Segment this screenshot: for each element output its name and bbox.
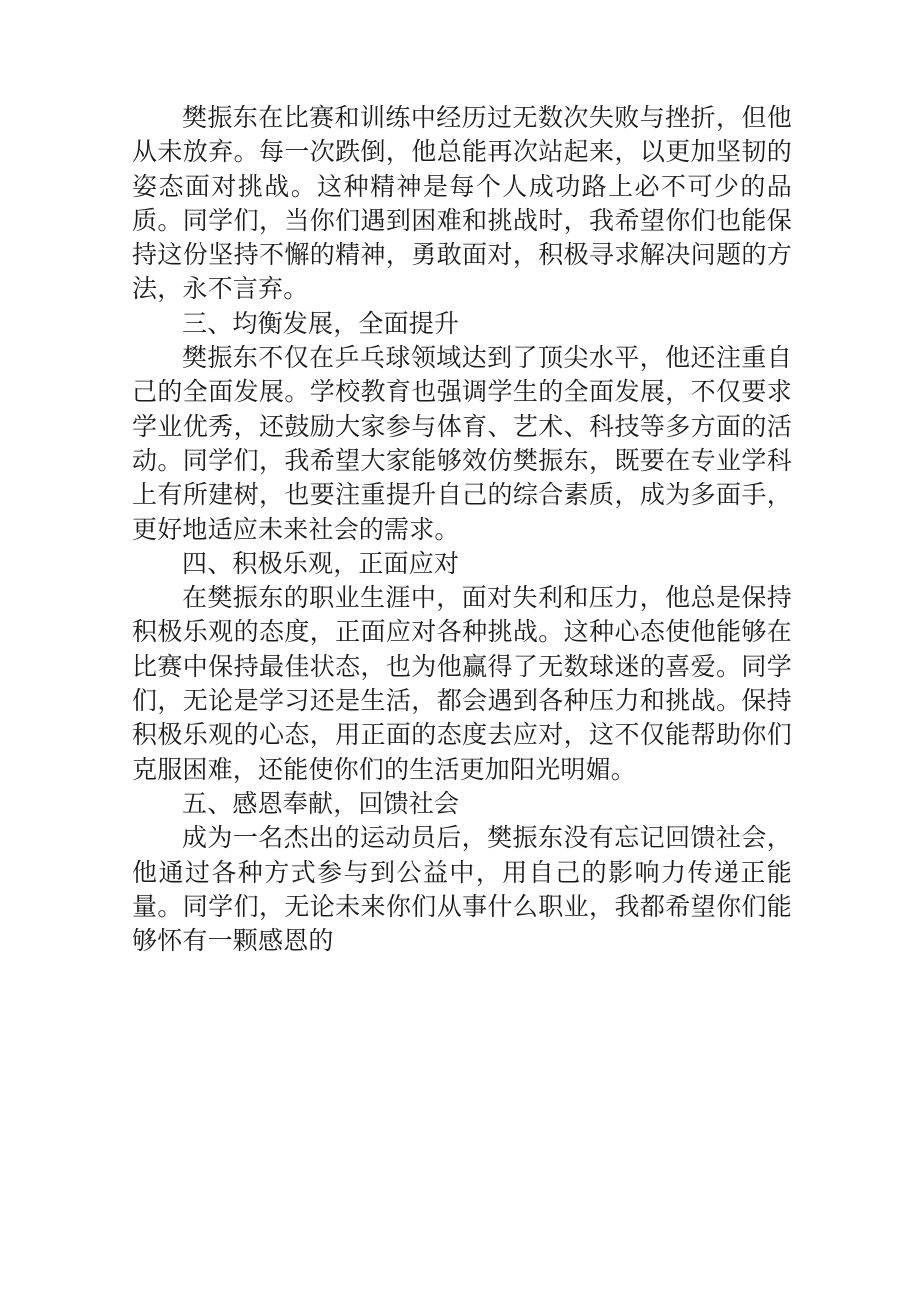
section-heading-positive-attitude: 四、积极乐观，正面应对: [182, 548, 460, 578]
section-heading-gratitude: 五、感恩奉献，回馈社会: [182, 788, 460, 818]
paragraph-perseverance: 樊振东在比赛和训练中经历过无数次失败与挫折，但他从未放弃。每一次跌倒，他总能再次站起来，以更加坚韧的姿态面对挑战。这种精神是每个人成功路上必不可少的品质。同学们，当你们遇到困难和挑战时，我希望你们也能保持这份坚持不懈的精神，勇敢面对，积极寻求解决问题的方法，永不言弃。: [132, 103, 792, 304]
paragraph-balanced-development: 樊振东不仅在乒乓球领域达到了顶尖水平，他还注重自己的全面发展。学校教育也强调学生的全面发展，不仅要求学业优秀，还鼓励大家参与体育、艺术、科技等多方面的活动。同学们，我希望大家能够效仿樊振东，既要在专业学科上有所建树，也要注重提升自己的综合素质，成为多面手，更好地适应未来社会的需求。: [132, 343, 792, 544]
document-page: [132, 101, 792, 958]
paragraph-gratitude: 成为一名杰出的运动员后，樊振东没有忘记回馈社会，他通过各种方式参与到公益中，用自己的影响力传递正能量。同学们，无论未来你们从事什么职业，我都希望你们能够怀有一颗感恩的: [132, 823, 792, 956]
section-heading-balanced-development: 三、均衡发展，全面提升: [182, 308, 460, 338]
paragraph-positive-attitude: 在樊振东的职业生涯中，面对失利和压力，他总是保持积极乐观的态度，正面应对各种挑战。这种心态使他能够在比赛中保持最佳状态，也为他赢得了无数球迷的喜爱。同学们，无论是学习还是生活，都会遇到各种压力和挑战。保持积极乐观的心态，用正面的态度去应对，这不仅能帮助你们克服困难，还能使你们的生活更加阳光明媚。: [132, 583, 792, 784]
